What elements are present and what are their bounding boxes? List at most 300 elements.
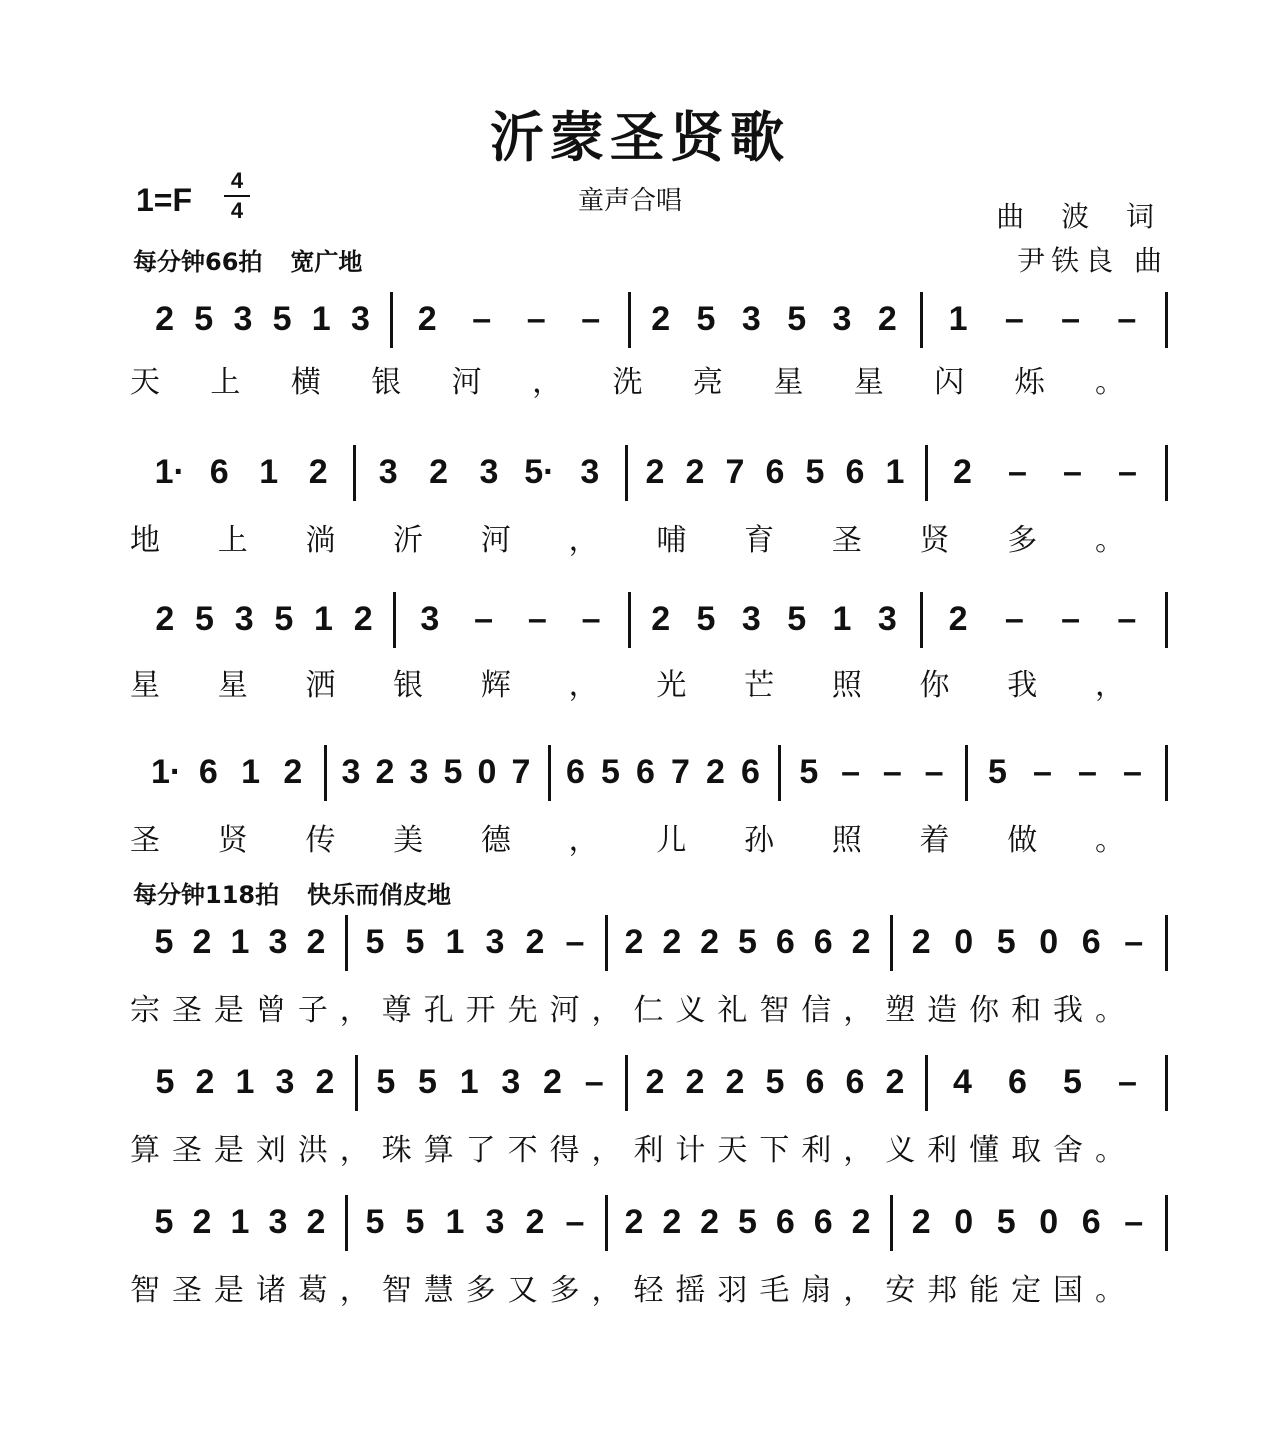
lyric-char: 诸 [255, 1273, 286, 1308]
notation-row [0, 915, 1280, 975]
tempo-bpm: 每分钟66拍 [133, 248, 263, 276]
lyric-char: ， [843, 993, 874, 1028]
note: 5 [996, 1203, 1016, 1241]
note: 3 [501, 1063, 521, 1101]
note: 5 [194, 300, 214, 338]
note: 2 [877, 300, 897, 338]
lyric-char: 子 [297, 993, 328, 1028]
lyric-char: ， [591, 1273, 622, 1308]
note: 2 [192, 923, 212, 961]
dash: – [584, 1063, 604, 1101]
note: 4 [953, 1063, 972, 1101]
note: 2 [155, 300, 175, 338]
note: 5 [696, 300, 716, 338]
lyric-char: 银 [393, 668, 424, 703]
note: 5 [405, 1203, 425, 1241]
lyric-char: 光 [656, 668, 687, 703]
notation-row [0, 292, 1280, 352]
tempo-marking-2 [133, 875, 479, 910]
dash: – [1033, 753, 1052, 791]
lyric-char: 星 [773, 365, 804, 400]
note: 2 [624, 923, 644, 961]
note: 1 [314, 600, 333, 638]
dash: – [924, 753, 944, 791]
note: 5 [274, 600, 294, 638]
lyric-char: 。 [1095, 993, 1125, 1028]
lyric-char: 圣 [831, 523, 862, 558]
lyric-char: 洒 [305, 668, 336, 703]
note: 1· [151, 753, 182, 791]
note: 2 [851, 923, 871, 961]
note: 3 [275, 1063, 295, 1101]
lyric-char: 得 [549, 1133, 580, 1168]
bar-line [628, 292, 631, 348]
bar-line [390, 292, 393, 348]
note: 6 [741, 753, 760, 791]
bar-line [920, 292, 923, 348]
lyric-char: 曾 [255, 993, 286, 1028]
lyric-char: 轻 [633, 1273, 664, 1308]
note: 6 [1081, 1203, 1101, 1241]
bar-line [1165, 445, 1168, 501]
lyric-char: ， [843, 1133, 874, 1168]
lyric-char: 安 [885, 1273, 916, 1308]
note: 0 [954, 1203, 974, 1241]
lyric-char: 信 [801, 993, 832, 1028]
note: 0 [1039, 923, 1059, 961]
note: 7 [671, 753, 690, 791]
dash: – [581, 600, 601, 638]
note: 5 [988, 753, 1007, 791]
note: 3 [485, 923, 505, 961]
note: 2 [308, 453, 328, 491]
note: 3 [350, 300, 370, 338]
note: 6 [765, 453, 785, 491]
lyric-char: 河 [480, 523, 511, 558]
note: 3 [268, 1203, 288, 1241]
bar-line [345, 1195, 348, 1251]
note: 1· [154, 453, 185, 491]
lyric-char: 银 [371, 365, 402, 400]
lyric-char: 葛 [297, 1273, 328, 1308]
note: 6 [813, 923, 833, 961]
note: 2 [953, 453, 972, 491]
dash: – [526, 300, 546, 338]
lyric-char: 和 [1011, 993, 1042, 1028]
lyric-char: 珠 [381, 1133, 412, 1168]
lyric-char: 。 [1095, 1273, 1125, 1308]
note: 5 [405, 923, 425, 961]
note: 5· [524, 453, 555, 491]
lyric-char: 造 [927, 993, 958, 1028]
note: 6 [209, 453, 229, 491]
note: 2 [911, 923, 931, 961]
note: 3 [877, 600, 897, 638]
dash: – [1123, 753, 1142, 791]
lyric-char: 圣 [171, 993, 202, 1028]
lyric-char: ， [339, 1273, 370, 1308]
note: 2 [706, 753, 725, 791]
lyric-char: 天 [130, 365, 160, 400]
dash: – [841, 753, 861, 791]
note: 2 [700, 1203, 720, 1241]
note: 3 [741, 600, 761, 638]
lyricist-credit: 曲 波 词 [996, 200, 1168, 233]
note: 5 [365, 1203, 385, 1241]
note: 2 [700, 923, 720, 961]
dash: – [1061, 300, 1081, 338]
lyric-char: 是 [213, 1133, 244, 1168]
note: 2 [353, 600, 373, 638]
note: 5 [376, 1063, 396, 1101]
note: 3 [479, 453, 499, 491]
notation-row [0, 1195, 1280, 1255]
note: 5 [154, 1203, 174, 1241]
lyric-char: 我 [1053, 993, 1084, 1028]
lyric-char: 国 [1053, 1273, 1084, 1308]
lyrics-row [0, 660, 1280, 704]
bar-line [1165, 592, 1168, 648]
lyric-char: 仁 [633, 993, 664, 1028]
note: 1 [445, 1203, 465, 1241]
dash: – [882, 753, 902, 791]
note: 2 [624, 1203, 644, 1241]
notation-row [0, 445, 1280, 505]
lyric-char: 河 [451, 365, 482, 400]
note: 2 [315, 1063, 335, 1101]
note: 5 [799, 753, 819, 791]
lyric-char: 地 [130, 523, 160, 558]
lyric-char: 利 [633, 1133, 664, 1168]
dash: – [1078, 753, 1097, 791]
lyric-char: 儿 [656, 823, 687, 858]
note: 5 [272, 300, 292, 338]
lyric-char: 上 [217, 523, 248, 558]
lyric-char: 烁 [1014, 365, 1045, 400]
lyric-char: 着 [919, 823, 950, 858]
note: 6 [1008, 1063, 1027, 1101]
lyric-char: 闪 [934, 365, 965, 400]
bar-line [1165, 745, 1168, 801]
note: 1 [235, 1063, 255, 1101]
note: 2 [192, 1203, 212, 1241]
bar-line [345, 915, 348, 971]
note: 5 [738, 923, 757, 961]
lyric-char: ， [591, 1133, 622, 1168]
note: 2 [306, 1203, 326, 1241]
notation-row [0, 745, 1280, 805]
lyric-char: 宗 [130, 993, 160, 1028]
lyric-char: 刘 [255, 1133, 286, 1168]
bar-line [890, 915, 893, 971]
note: 1 [948, 300, 968, 338]
lyric-char: 美 [393, 823, 424, 858]
lyrics-row [0, 357, 1280, 401]
note: 3 [420, 600, 440, 638]
note: 5 [805, 453, 825, 491]
bar-line [778, 745, 781, 801]
lyric-char: 。 [1095, 1133, 1125, 1168]
lyric-char: ， [568, 823, 599, 858]
lyric-char: 多 [549, 1273, 580, 1308]
note: 2 [645, 1063, 665, 1101]
note: 2 [429, 453, 449, 491]
note: 1 [885, 453, 905, 491]
note: 7 [511, 753, 531, 791]
note: 2 [155, 600, 175, 638]
note: 6 [566, 753, 585, 791]
lyric-char: 照 [831, 668, 862, 703]
lyric-char: 又 [507, 1273, 538, 1308]
lyric-char: 是 [213, 993, 244, 1028]
bar-line [355, 1055, 358, 1111]
lyric-char: 芒 [744, 668, 775, 703]
lyric-char: 淌 [305, 523, 336, 558]
bar-line [1165, 915, 1168, 971]
lyric-char: 羽 [717, 1273, 748, 1308]
lyric-char: 横 [290, 365, 321, 400]
lyric-char: 圣 [171, 1133, 202, 1168]
note: 3 [832, 300, 852, 338]
note: 1 [311, 300, 331, 338]
lyric-char: 育 [744, 523, 775, 558]
lyric-char: 亮 [692, 365, 723, 400]
lyric-char: ， [843, 1273, 874, 1308]
note: 3 [341, 753, 361, 791]
note: 2 [375, 753, 395, 791]
lyric-char: ， [568, 668, 599, 703]
lyrics-row [0, 1125, 1280, 1169]
note: 5 [195, 600, 214, 638]
note: 5 [443, 753, 463, 791]
note: 3 [234, 600, 254, 638]
lyric-char: 。 [1095, 523, 1125, 558]
time-signature [222, 168, 252, 224]
note: 6 [845, 453, 865, 491]
lyric-char: 礼 [717, 993, 748, 1028]
lyric-char: 懂 [969, 1133, 1000, 1168]
note: 6 [636, 753, 655, 791]
bar-line [1165, 292, 1168, 348]
dash: – [1061, 600, 1081, 638]
lyric-char: 定 [1011, 1273, 1042, 1308]
note: 2 [525, 1203, 545, 1241]
dash: – [474, 600, 494, 638]
note: 2 [306, 923, 326, 961]
lyric-char: 圣 [171, 1273, 202, 1308]
note: 6 [813, 1203, 833, 1241]
note: 1 [241, 753, 261, 791]
dash: – [1124, 1203, 1144, 1241]
note: 1 [832, 600, 852, 638]
lyric-char: 先 [507, 993, 538, 1028]
lyric-char: ， [339, 993, 370, 1028]
note: 2 [911, 1203, 931, 1241]
note: 3 [409, 753, 429, 791]
performance-note: 童声合唱 [578, 186, 683, 216]
lyric-char: 多 [465, 1273, 496, 1308]
note: 5 [601, 753, 620, 791]
note: 2 [645, 453, 665, 491]
bar-line [625, 1055, 628, 1111]
bar-line [605, 1195, 608, 1251]
note: 5 [154, 923, 174, 961]
lyric-char: 星 [130, 668, 160, 703]
lyric-char: 尊 [381, 993, 412, 1028]
dash: – [527, 600, 547, 638]
note: 3 [378, 453, 398, 491]
note: 5 [787, 300, 807, 338]
lyric-char: 计 [675, 1133, 706, 1168]
note: 2 [685, 453, 705, 491]
time-signature-top: 4 [230, 168, 244, 193]
note: 6 [1081, 923, 1101, 961]
lyric-char: ， [532, 365, 563, 400]
note: 5 [996, 923, 1016, 961]
note: 5 [696, 600, 716, 638]
note: 0 [477, 753, 497, 791]
lyric-char: 扇 [801, 1273, 832, 1308]
lyric-char: 辉 [480, 668, 511, 703]
dash: – [581, 300, 601, 338]
lyric-char: 河 [549, 993, 580, 1028]
tempo-bpm: 每分钟118拍 [133, 881, 280, 909]
lyric-char: 开 [465, 993, 496, 1028]
lyric-char: 贤 [217, 823, 248, 858]
lyrics-row [0, 985, 1280, 1029]
lyric-char: 智 [759, 993, 790, 1028]
lyric-char: 不 [507, 1133, 538, 1168]
lyric-char: 哺 [656, 523, 687, 558]
note: 2 [851, 1203, 871, 1241]
lyric-char: 你 [919, 668, 950, 703]
note: 5 [787, 600, 807, 638]
note: 2 [662, 923, 682, 961]
note: 5 [1063, 1063, 1082, 1101]
lyric-char: ， [1095, 668, 1125, 703]
lyric-char: 舍 [1053, 1133, 1084, 1168]
bar-line [1165, 1195, 1168, 1251]
lyric-char: 洪 [297, 1133, 328, 1168]
bar-line [393, 592, 396, 648]
composer-credit: 尹铁良 曲 [1017, 244, 1168, 277]
note: 1 [230, 1203, 250, 1241]
tempo-expression: 宽广地 [290, 248, 363, 276]
bar-line [605, 915, 608, 971]
lyric-char: ， [339, 1133, 370, 1168]
lyric-char: 慧 [423, 1273, 454, 1308]
dash: – [1004, 600, 1024, 638]
lyric-char: 是 [213, 1273, 244, 1308]
lyrics-row [0, 815, 1280, 859]
note: 6 [845, 1063, 865, 1101]
lyric-char: 。 [1095, 823, 1125, 858]
lyric-char: 我 [1007, 668, 1038, 703]
lyric-char: 孔 [423, 993, 454, 1028]
lyric-char: 做 [1007, 823, 1038, 858]
bar-line [324, 745, 327, 801]
note: 2 [525, 923, 545, 961]
note: 6 [775, 1203, 795, 1241]
tempo-marking-1 [133, 242, 390, 277]
lyric-char: ， [591, 993, 622, 1028]
bar-line [628, 592, 631, 648]
note: 3 [580, 453, 600, 491]
bar-line [548, 745, 551, 801]
lyric-char: 智 [130, 1273, 160, 1308]
note: 2 [543, 1063, 562, 1101]
lyric-char: 毛 [759, 1273, 790, 1308]
lyric-char: 取 [1011, 1133, 1042, 1168]
note: 2 [195, 1063, 215, 1101]
notation-row [0, 1055, 1280, 1115]
note: 6 [198, 753, 218, 791]
dash: – [1063, 453, 1082, 491]
lyric-char: ， [568, 523, 599, 558]
lyric-char: 多 [1007, 523, 1038, 558]
lyric-char: 圣 [130, 823, 160, 858]
lyric-char: 了 [465, 1133, 496, 1168]
note: 2 [948, 600, 968, 638]
note: 6 [805, 1063, 825, 1101]
dash: – [1124, 923, 1144, 961]
lyrics-row [0, 515, 1280, 559]
note: 2 [417, 300, 437, 338]
bar-line [353, 445, 356, 501]
tempo-expression: 快乐而俏皮地 [307, 881, 452, 909]
time-signature-bottom: 4 [230, 198, 244, 223]
lyric-char: 义 [885, 1133, 916, 1168]
note: 3 [485, 1203, 505, 1241]
lyric-char: 星 [217, 668, 248, 703]
dash: – [1117, 300, 1137, 338]
key-signature: 1=F [136, 182, 193, 218]
lyric-char: 摇 [675, 1273, 706, 1308]
notation-row [0, 592, 1280, 652]
dash: – [565, 1203, 585, 1241]
lyric-char: 孙 [744, 823, 775, 858]
note: 0 [1039, 1203, 1059, 1241]
lyric-char: 天 [717, 1133, 748, 1168]
note: 2 [685, 1063, 705, 1101]
note: 2 [283, 753, 303, 791]
dash: – [472, 300, 492, 338]
note: 0 [954, 923, 974, 961]
note: 1 [445, 923, 465, 961]
note: 5 [765, 1063, 785, 1101]
song-title: 沂蒙圣贤歌 [490, 105, 790, 169]
note: 3 [268, 923, 288, 961]
bar-line [925, 1055, 928, 1111]
note: 5 [365, 923, 385, 961]
bar-line [920, 592, 923, 648]
dash: – [1118, 1063, 1137, 1101]
note: 2 [662, 1203, 682, 1241]
note: 2 [651, 300, 671, 338]
lyric-char: 利 [927, 1133, 958, 1168]
lyric-char: 能 [969, 1273, 1000, 1308]
lyric-char: 上 [210, 365, 241, 400]
lyric-char: 义 [675, 993, 706, 1028]
note: 2 [651, 600, 671, 638]
dash: – [565, 923, 585, 961]
lyric-char: 下 [759, 1133, 790, 1168]
lyric-char: 德 [480, 823, 511, 858]
bar-line [965, 745, 968, 801]
note: 7 [725, 453, 745, 491]
lyric-char: 你 [969, 993, 1000, 1028]
dash: – [1004, 300, 1024, 338]
